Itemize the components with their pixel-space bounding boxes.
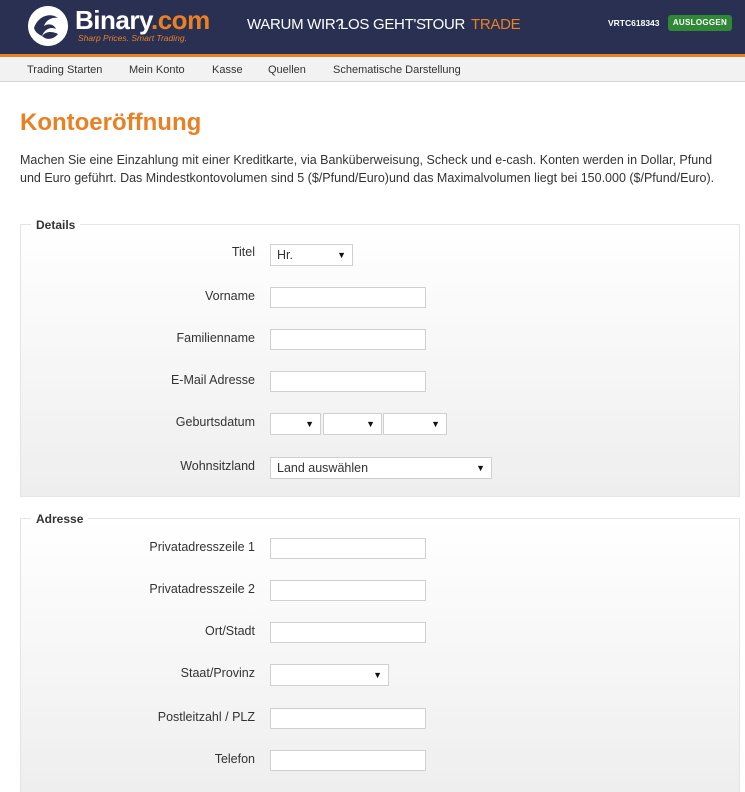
address-line1-label: Privatadresszeile 1 — [149, 540, 255, 554]
details-fieldset — [20, 218, 740, 497]
page-title: Kontoeröffnung — [20, 109, 202, 136]
lastname-label: Familienname — [176, 331, 255, 345]
chevron-down-icon: ▼ — [476, 463, 485, 473]
title-label: Titel — [231, 245, 255, 259]
email-label: E-Mail Adresse — [170, 373, 255, 387]
firstname-input[interactable] — [270, 287, 426, 308]
state-label: Staat/Provinz — [180, 666, 255, 680]
subnav-kasse[interactable]: Kasse — [212, 64, 243, 76]
chevron-down-icon: ▼ — [305, 419, 314, 429]
subnav-quellen[interactable]: Quellen — [268, 64, 306, 76]
chevron-down-icon: ▼ — [337, 250, 346, 260]
country-select-value: Land auswählen — [277, 461, 369, 475]
phone-input[interactable] — [270, 750, 426, 771]
nav-tour[interactable]: TOUR — [424, 16, 466, 33]
nav-warum-wir[interactable]: WARUM WIR? — [247, 16, 344, 33]
country-select[interactable] — [270, 457, 492, 479]
postcode-input[interactable] — [270, 708, 426, 729]
dob-label: Geburtsdatum — [175, 415, 255, 429]
country-label: Wohnsitzland — [180, 459, 255, 473]
dob-month-select[interactable] — [323, 413, 382, 435]
subnav-trading-starten[interactable]: Trading Starten — [27, 64, 103, 76]
binary-logo-icon[interactable] — [28, 6, 68, 46]
subnav-schematische-darstellung[interactable]: Schematische Darstellung — [333, 64, 461, 76]
city-input[interactable] — [270, 622, 426, 643]
brand-name[interactable]: Binary.com — [75, 5, 210, 35]
email-input[interactable] — [270, 371, 426, 392]
dob-day-select[interactable] — [270, 413, 321, 435]
address-line2-input[interactable] — [270, 580, 426, 601]
address-line2-label: Privatadresszeile 2 — [149, 582, 255, 596]
phone-label: Telefon — [214, 752, 255, 766]
address-legend: Adresse — [31, 512, 88, 526]
nav-trade[interactable]: TRADE — [471, 16, 521, 33]
title-select[interactable] — [270, 244, 353, 266]
postcode-label: Postleitzahl / PLZ — [157, 710, 255, 724]
chevron-down-icon: ▼ — [431, 419, 440, 429]
dob-year-select[interactable] — [383, 413, 447, 435]
details-legend: Details — [31, 218, 80, 232]
brand-tagline: Sharp Prices. Smart Trading. — [78, 33, 187, 43]
sub-navigation — [0, 57, 745, 82]
firstname-label: Vorname — [204, 289, 255, 303]
logout-button[interactable]: AUSLOGGEN — [668, 15, 732, 31]
chevron-down-icon: ▼ — [373, 670, 382, 680]
intro-text: Machen Sie eine Einzahlung mit einer Kreditkarte, via Banküberweisung, Scheck und e-cash. Konten werden in Dollar, Pfund und Euro geführt. Das Mindestkontovolumen sind 5 ($/Pfund/Euro)und das Maximalvolumen liegt bei 150.000 ($/Pfund/Euro). — [20, 153, 715, 185]
nav-los-gehts[interactable]: LOS GEHT'S — [340, 16, 426, 33]
city-label: Ort/Stadt — [204, 624, 255, 638]
top-header — [0, 0, 745, 54]
subnav-mein-konto[interactable]: Mein Konto — [129, 64, 185, 76]
address-fieldset — [20, 512, 740, 792]
chevron-down-icon: ▼ — [366, 419, 375, 429]
state-select[interactable] — [270, 664, 389, 686]
lastname-input[interactable] — [270, 329, 426, 350]
login-id: VRTC618343 — [608, 18, 660, 28]
address-line1-input[interactable] — [270, 538, 426, 559]
title-select-value: Hr. — [277, 248, 293, 262]
